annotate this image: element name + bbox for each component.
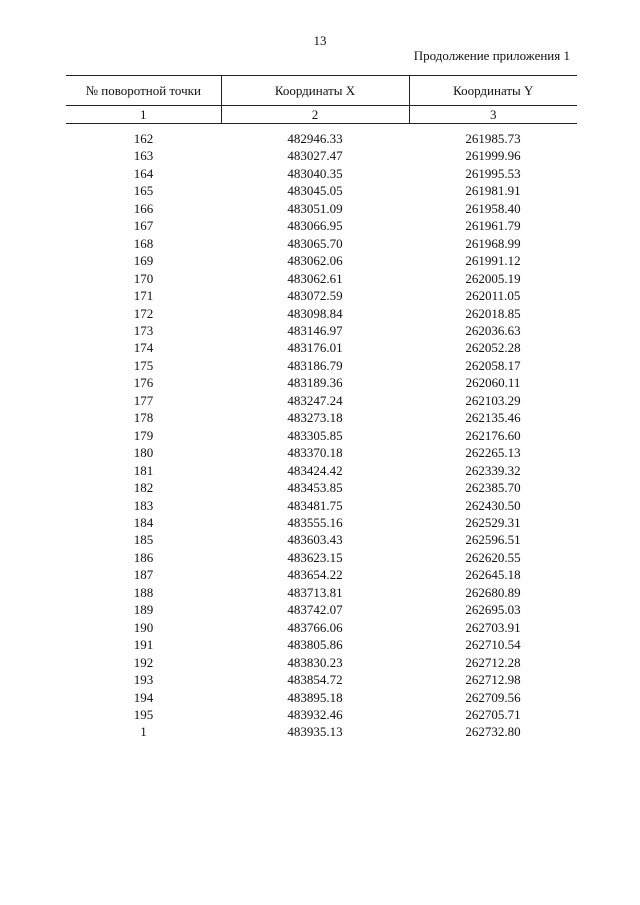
coordinate-x-cell: 483066.95 — [287, 218, 343, 234]
table-row — [66, 235, 577, 252]
coordinate-y-cell: 262709.56 — [465, 689, 521, 705]
coordinate-y-cell: 261995.53 — [465, 165, 521, 181]
coordinate-y-cell: 262712.98 — [465, 672, 521, 688]
point-number-cell: 169 — [133, 253, 154, 269]
coordinate-y-cell: 261968.99 — [465, 235, 521, 251]
coordinate-y-cell: 262339.32 — [465, 462, 521, 478]
coordinate-x-cell: 483072.59 — [287, 288, 343, 304]
coordinate-x-cell: 483045.05 — [287, 183, 343, 199]
table-row — [66, 130, 577, 147]
coordinate-y-cell: 262703.91 — [465, 619, 521, 635]
header-coordinate-x: Координаты X — [221, 76, 409, 106]
coordinate-x-cell: 483424.42 — [287, 462, 343, 478]
coordinate-y-cell: 262265.13 — [465, 445, 521, 461]
point-number-cell: 171 — [133, 288, 154, 304]
point-number-cell: 164 — [133, 165, 154, 181]
point-number-cell: 189 — [133, 602, 154, 618]
coordinate-x-cell: 483062.06 — [287, 253, 343, 269]
table-row — [66, 497, 577, 514]
table-row — [66, 287, 577, 304]
point-number-cell: 190 — [133, 619, 154, 635]
coordinate-y-cell: 262732.80 — [465, 724, 521, 740]
coordinate-x-cell: 483623.15 — [287, 549, 343, 565]
table-row — [66, 392, 577, 409]
coordinate-y-cell: 262052.28 — [465, 340, 521, 356]
coordinate-y-cell: 262620.55 — [465, 549, 521, 565]
coordinate-x-cell: 483603.43 — [287, 532, 343, 548]
point-number-cell: 193 — [133, 672, 154, 688]
coordinate-y-cell: 261999.96 — [465, 148, 521, 164]
table-row — [66, 636, 577, 653]
coordinate-x-cell: 483065.70 — [287, 235, 343, 251]
table-row — [66, 671, 577, 688]
coordinate-x-cell: 482946.33 — [287, 131, 343, 146]
point-number-cell: 186 — [133, 549, 154, 565]
point-number-cell: 188 — [133, 584, 154, 600]
coordinate-x-cell: 483830.23 — [287, 654, 343, 670]
coordinate-x-cell: 483805.86 — [287, 637, 343, 653]
table-row — [66, 217, 577, 234]
header-col-number-3: 3 — [409, 106, 577, 124]
coordinate-x-cell: 483062.61 — [287, 270, 343, 286]
table-body — [66, 124, 577, 741]
point-number-cell: 162 — [133, 131, 154, 146]
table-row — [66, 479, 577, 496]
header-coordinate-y: Координаты Y — [409, 76, 577, 106]
coordinate-y-cell: 261981.91 — [465, 183, 521, 199]
coordinate-y-cell: 262036.63 — [465, 322, 521, 338]
header-col-number-2: 2 — [221, 106, 409, 124]
table-row — [66, 514, 577, 531]
table-row — [66, 601, 577, 618]
coordinate-y-cell: 262103.29 — [465, 392, 521, 408]
point-number-cell: 192 — [133, 654, 154, 670]
table-row — [66, 409, 577, 426]
point-number-cell: 185 — [133, 532, 154, 548]
coordinate-x-cell: 483654.22 — [287, 567, 343, 583]
table-row — [66, 689, 577, 706]
coordinate-x-cell: 483895.18 — [287, 689, 343, 705]
point-number-cell: 163 — [133, 148, 154, 164]
coordinate-y-cell: 262135.46 — [465, 410, 521, 426]
table-row — [66, 165, 577, 182]
point-number-cell: 179 — [133, 427, 154, 443]
continuation-label: Продолжение приложения 1 — [413, 48, 570, 63]
point-number-cell: 180 — [133, 445, 154, 461]
coordinate-x-cell: 483247.24 — [287, 392, 343, 408]
coordinate-x-cell: 483932.46 — [287, 706, 343, 722]
coordinate-y-cell: 262430.50 — [465, 497, 521, 513]
coordinate-x-cell: 483098.84 — [287, 305, 343, 321]
point-number-cell: 173 — [133, 322, 154, 338]
point-number-cell: 166 — [133, 200, 154, 216]
table-row — [66, 305, 577, 322]
point-number-cell: 176 — [133, 375, 154, 391]
point-number-cell: 172 — [133, 305, 154, 321]
coordinate-y-cell: 262710.54 — [465, 637, 521, 653]
coordinate-y-cell: 262176.60 — [465, 427, 521, 443]
coordinate-x-cell: 483370.18 — [287, 445, 343, 461]
table-row — [66, 706, 577, 723]
coordinate-y-cell: 262011.05 — [465, 288, 521, 304]
table-row — [66, 531, 577, 548]
coordinate-x-cell: 483854.72 — [287, 672, 343, 688]
header-col-number-1: 1 — [66, 106, 221, 124]
point-number-cell: 195 — [133, 706, 154, 722]
coordinate-x-cell: 483555.16 — [287, 514, 343, 530]
coordinate-y-cell: 262018.85 — [465, 305, 521, 321]
table-row — [66, 723, 577, 740]
coordinate-y-cell: 261985.73 — [465, 131, 521, 146]
point-number-cell: 183 — [133, 497, 154, 513]
coordinate-y-cell: 262695.03 — [465, 602, 521, 618]
page-number: 13 — [313, 33, 327, 48]
coordinate-x-cell: 483713.81 — [287, 584, 343, 600]
coordinate-y-cell: 262060.11 — [465, 375, 521, 391]
coordinates-table — [66, 75, 577, 741]
coordinate-x-cell: 483766.06 — [287, 619, 343, 635]
coordinate-y-cell: 261961.79 — [465, 218, 521, 234]
point-number-cell: 174 — [133, 340, 154, 356]
table-row — [66, 200, 577, 217]
table-row — [66, 619, 577, 636]
coordinate-y-cell: 262645.18 — [465, 567, 521, 583]
table-row — [66, 270, 577, 287]
coordinate-x-cell: 483186.79 — [287, 357, 343, 373]
coordinate-x-cell: 483146.97 — [287, 322, 343, 338]
table-header — [66, 76, 577, 124]
coordinate-y-cell: 261958.40 — [465, 200, 521, 216]
table-row — [66, 654, 577, 671]
coordinate-y-cell: 262705.71 — [465, 706, 521, 722]
table-row — [66, 339, 577, 356]
point-number-cell: 187 — [133, 567, 154, 583]
table-row — [66, 566, 577, 583]
coordinate-x-cell: 483273.18 — [287, 410, 343, 426]
point-number-cell: 191 — [133, 637, 154, 653]
point-number-cell: 177 — [133, 392, 154, 408]
point-number-cell: 168 — [133, 235, 154, 251]
table-row — [66, 357, 577, 374]
coordinate-x-cell: 483453.85 — [287, 480, 343, 496]
coordinate-y-cell: 262680.89 — [465, 584, 521, 600]
point-number-cell: 1 — [140, 724, 147, 740]
point-number-cell: 170 — [133, 270, 154, 286]
table-row — [66, 322, 577, 339]
point-number-cell: 181 — [133, 462, 154, 478]
point-number-cell: 184 — [133, 514, 154, 530]
table-row — [66, 147, 577, 164]
table-row — [66, 182, 577, 199]
table-row — [66, 427, 577, 444]
point-number-cell: 165 — [133, 183, 154, 199]
point-number-cell: 175 — [133, 357, 154, 373]
coordinate-x-cell: 483176.01 — [287, 340, 343, 356]
coordinate-x-cell: 483189.36 — [287, 375, 343, 391]
point-number-cell: 194 — [133, 689, 154, 705]
table-row — [66, 584, 577, 601]
point-number-cell: 167 — [133, 218, 154, 234]
point-number-cell: 182 — [133, 480, 154, 496]
coordinate-y-cell: 262385.70 — [465, 480, 521, 496]
coordinate-x-cell: 483027.47 — [287, 148, 343, 164]
coordinate-y-cell: 262712.28 — [465, 654, 521, 670]
coordinate-x-cell: 483305.85 — [287, 427, 343, 443]
table-row — [66, 252, 577, 269]
coordinate-x-cell: 483481.75 — [287, 497, 343, 513]
coordinate-x-cell: 483051.09 — [287, 200, 343, 216]
coordinate-x-cell: 483935.13 — [287, 724, 343, 740]
table-row — [66, 462, 577, 479]
coordinate-y-cell: 262596.51 — [465, 532, 521, 548]
table-row — [66, 444, 577, 461]
point-number-cell: 178 — [133, 410, 154, 426]
coordinate-y-cell: 262058.17 — [465, 357, 521, 373]
coordinate-y-cell: 262529.31 — [465, 514, 521, 530]
coordinate-x-cell: 483040.35 — [287, 165, 343, 181]
table-row — [66, 549, 577, 566]
header-point-number: № поворотной точки — [66, 76, 221, 106]
coordinate-x-cell: 483742.07 — [287, 602, 343, 618]
coordinate-y-cell: 262005.19 — [465, 270, 521, 286]
table-row — [66, 374, 577, 391]
coordinate-y-cell: 261991.12 — [465, 253, 521, 269]
